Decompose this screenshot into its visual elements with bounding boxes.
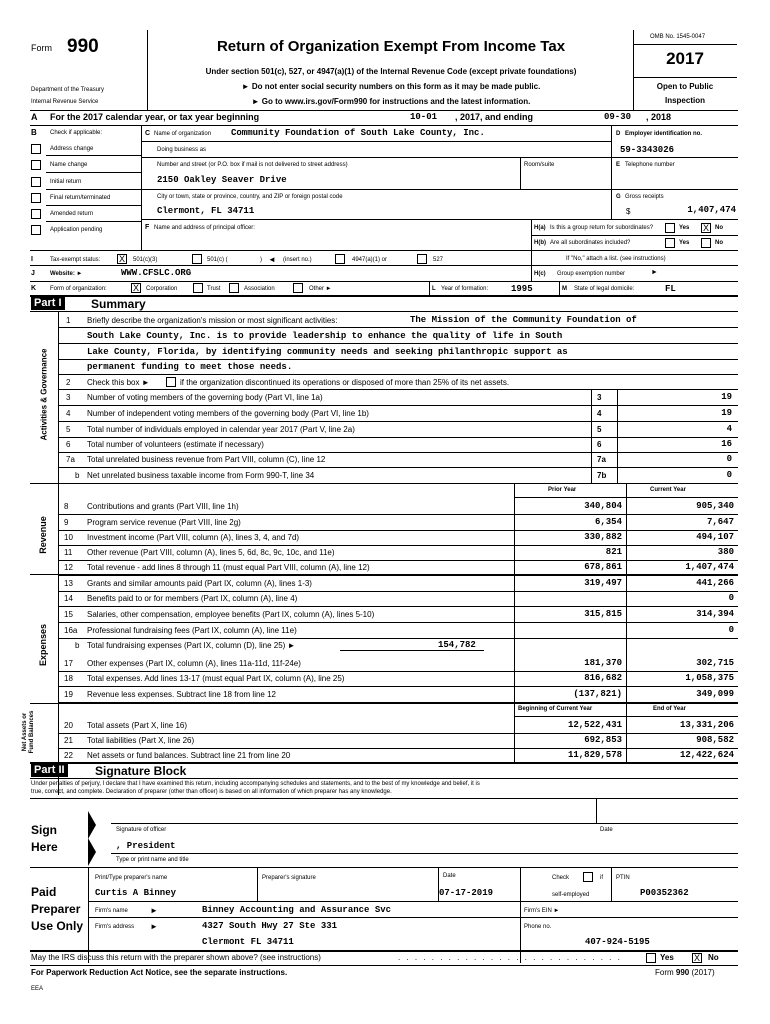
line-2-text-2: if the organization discontinued its operations or disposed of more than 25% of its net assets. <box>180 378 510 387</box>
form-number: 990 <box>67 36 99 57</box>
gov-line-box: 7b <box>597 471 607 480</box>
gov-line-box: 7a <box>597 455 606 464</box>
fin-line-text: Investment income (Part VIII, column (A), lines 3, 4, and 7d) <box>87 533 300 542</box>
section-g-label: G <box>616 194 621 200</box>
fin-line-text: Other expenses (Part IX, column (A), lines 11a-11d, 11f-24e) <box>87 659 301 668</box>
fin-line-current: 7,647 <box>706 517 734 527</box>
fin-line-prior: 11,829,578 <box>567 750 622 760</box>
row-i-label: I <box>31 256 33 263</box>
form-ref-year: (2017) <box>691 968 715 977</box>
fin-line-text: Grants and similar amounts paid (Part IX, column (A), lines 1-3) <box>87 579 312 588</box>
discuss-yes-checkbox[interactable] <box>646 953 656 963</box>
final-return-label: Final return/terminated <box>50 195 111 201</box>
discontinued-checkbox[interactable] <box>166 377 176 387</box>
street-address: 2150 Oakley Seaver Drive <box>157 175 287 185</box>
use-only-label: Use Only <box>31 919 84 933</box>
section-c-label: C <box>145 130 151 137</box>
sign-label: Sign <box>31 823 57 837</box>
firm-addr-label: Firm's address <box>95 924 135 930</box>
row-a-label: A <box>31 112 38 122</box>
fin-line-text: Program service revenue (Part VIII, line 2g) <box>87 518 241 527</box>
501c-label: 501(c) ( <box>207 257 228 263</box>
fin-line-prior: 315,815 <box>584 609 622 619</box>
paid-label: Paid <box>31 885 57 899</box>
fin-line-current: 494,107 <box>696 532 734 542</box>
self-employed-checkbox[interactable] <box>583 872 593 882</box>
association-label: Association <box>244 286 275 292</box>
discuss-no-label: No <box>708 953 719 962</box>
phone-label: Phone no. <box>524 924 552 930</box>
gov-line-box: 4 <box>597 409 602 418</box>
check-label: Check <box>552 875 570 881</box>
fin-line-num: 22 <box>64 751 73 760</box>
fin-line-text: Net assets or fund balances. Subtract line 21 from line 20 <box>87 751 291 760</box>
ein-title: Employer identification no. <box>625 131 703 137</box>
dba-label: Doing business as <box>157 147 207 153</box>
address-change-checkbox[interactable] <box>31 144 41 154</box>
row-m-label: M <box>562 286 567 292</box>
mission-line-2: South Lake County, Inc. is to provide leadership to enhance the quality of life in South <box>87 331 563 341</box>
gov-line-value: 0 <box>726 454 732 464</box>
part-1-tag: Part I <box>31 297 65 310</box>
website-label: Website: ► <box>50 271 83 277</box>
firm-address-2: Clermont FL 34711 <box>202 937 294 947</box>
form-title: Return of Organization Exempt From Income Tax <box>216 38 566 55</box>
fin-line-num: 9 <box>64 518 69 527</box>
gov-line-value: 19 <box>721 408 732 418</box>
insert-arrow-icon: ◄ <box>268 255 276 264</box>
gross-receipts-dollar: $ <box>626 207 631 216</box>
penalty-line-2: true, correct, and complete. Declaration of preparer (other than officer) is based on all information of which preparer has any knowledge. <box>31 789 392 795</box>
h-b-text: Are all subordinates included? <box>550 240 631 246</box>
city-address: Clermont, FL 34711 <box>157 206 255 216</box>
other-checkbox[interactable] <box>293 283 303 293</box>
501c3-checkbox[interactable]: X <box>118 254 125 264</box>
sig-officer-label: Signature of officer <box>116 827 167 833</box>
gov-line-value: 0 <box>726 470 732 480</box>
line-16b-text: Total fundraising expenses (Part IX, column (D), line 25) ► <box>87 641 296 650</box>
form-subtitle-2: ► Do not enter social security numbers on this form as it may be made public. <box>241 82 541 91</box>
discuss-no-checkbox[interactable]: X <box>693 953 700 963</box>
street-label: Number and street (or P.O. box if mail is not delivered to street address) <box>157 162 348 168</box>
fin-line-text: Total expenses. Add lines 13-17 (must equal Part IX, column (A), line 25) <box>87 674 345 683</box>
fin-line-current: 905,340 <box>696 501 734 511</box>
gov-line-num: 4 <box>66 409 71 418</box>
corporation-checkbox[interactable]: X <box>132 283 139 293</box>
fin-line-text: Contributions and grants (Part VIII, line 1h) <box>87 502 239 511</box>
fin-line-current: 1,407,474 <box>685 562 734 572</box>
col-end-year: End of Year <box>653 706 686 712</box>
line-2-text: Check this box ► <box>87 378 150 387</box>
fin-line-text: Revenue less expenses. Subtract line 18 from line 12 <box>87 690 276 699</box>
fin-line-current: 1,058,375 <box>685 673 734 683</box>
trust-checkbox[interactable] <box>193 283 203 293</box>
trust-label: Trust <box>207 286 221 292</box>
h-b-ifno: If "No," attach a list. (see instructions) <box>566 256 666 262</box>
tax-exempt-title: Tax-exempt status: <box>50 257 101 263</box>
fin-line-prior: 6,354 <box>594 517 622 527</box>
gov-line-num: 7a <box>66 455 75 464</box>
fin-line-num: 19 <box>64 690 73 699</box>
fin-line-current: 302,715 <box>696 658 734 668</box>
col-current-year: Current Year <box>650 487 686 493</box>
firm-address-1: 4327 South Hwy 27 Ste 331 <box>202 921 338 931</box>
org-name: Community Foundation of South Lake County, Inc. <box>231 128 485 138</box>
gov-line-text: Number of voting members of the governing body (Part VI, line 1a) <box>87 393 323 402</box>
h-a-yes-label: Yes <box>679 225 690 231</box>
final-return-checkbox[interactable] <box>31 193 41 203</box>
527-label: 527 <box>433 257 444 263</box>
fin-line-num: 12 <box>64 563 73 572</box>
501c3-label: 501(c)(3) <box>133 257 158 263</box>
form-subtitle-3: ► Go to www.irs.gov/Form990 for instructions and the latest information. <box>251 97 531 106</box>
section-e-label: E <box>616 162 621 168</box>
omb-number: OMB No. 1545-0047 <box>650 34 706 40</box>
if-label: if <box>600 875 603 881</box>
h-b-yes-checkbox[interactable] <box>665 238 675 248</box>
gov-line-text: Total number of individuals employed in calendar year 2017 (Part V, line 2a) <box>87 425 355 434</box>
prep-name: Curtis A Binney <box>95 888 177 898</box>
firm-addr-arrow: ► <box>150 922 158 931</box>
initial-return-label: Initial return <box>50 179 82 185</box>
insert-no-label: (insert no.) <box>283 257 312 263</box>
fin-line-current: 0 <box>728 593 734 603</box>
self-employed-label: self-employed <box>552 892 590 898</box>
firm-ein-label: Firm's EIN ► <box>524 908 560 914</box>
col-beginning-year: Beginning of Current Year <box>518 706 593 712</box>
ein-value: 59-3343026 <box>620 145 675 155</box>
form-subtitle-1: Under section 501(c), 527, or 4947(a)(1) of the Internal Revenue Code (except private foundations) <box>205 67 577 76</box>
row-k-label: K <box>31 285 37 292</box>
row-a-mid: , 2017, and ending <box>455 112 534 122</box>
gov-line-text: Total number of volunteers (estimate if necessary) <box>87 440 264 449</box>
fin-line-num: 11 <box>64 548 73 557</box>
fin-line-prior: 12,522,431 <box>567 720 622 730</box>
fin-line-num: 8 <box>64 502 69 511</box>
fin-line-text: Total liabilities (Part X, line 26) <box>87 736 195 745</box>
fin-line-text: Total assets (Part X, line 16) <box>87 721 188 730</box>
irs-discuss-text: May the IRS discuss this return with the preparer shown above? (see instructions) <box>31 953 321 962</box>
fin-line-text: Benefits paid to or for members (Part IX, column (A), line 4) <box>87 594 298 603</box>
mission-line-4: permanent funding to meet those needs. <box>87 362 293 372</box>
gov-line-box: 3 <box>597 393 602 402</box>
firm-name-label: Firm's name <box>95 908 128 914</box>
gross-receipts-amount: 1,407,474 <box>687 205 736 215</box>
fin-line-num: 14 <box>64 594 73 603</box>
row-a-text: For the 2017 calendar year, or tax year beginning <box>50 112 260 122</box>
h-a-no-checkbox[interactable]: X <box>702 223 709 233</box>
fin-line-current: 441,266 <box>696 578 734 588</box>
fin-line-prior: 692,853 <box>584 735 622 745</box>
fin-line-current: 380 <box>717 547 734 557</box>
other-label: Other ► <box>309 286 332 292</box>
eea-label: EEA <box>31 986 44 992</box>
col-prior-year: Prior Year <box>548 487 577 493</box>
firm-name-arrow: ► <box>150 906 158 915</box>
dept-line1: Department of the Treasury <box>31 87 105 93</box>
part-1-title: Summary <box>91 297 146 311</box>
fin-line-prior: 340,804 <box>584 501 622 511</box>
prep-sig-label: Preparer's signature <box>262 875 316 881</box>
gov-line-num: 6 <box>66 440 71 449</box>
principal-officer-label: Name and address of principal officer: <box>154 225 255 231</box>
row-j-label: J <box>31 270 35 277</box>
here-label: Here <box>31 840 58 854</box>
room-label: Room/suite <box>524 162 555 168</box>
website-url[interactable]: WWW.CFSLC.ORG <box>121 268 192 278</box>
mission-line-1: The Mission of the Community Foundation of <box>410 315 637 325</box>
form-label: Form <box>31 43 52 53</box>
prep-date-label: Date <box>443 873 456 879</box>
527-checkbox[interactable] <box>417 254 427 264</box>
h-b-yes-label: Yes <box>679 240 690 246</box>
fin-line-prior: (137,821) <box>573 689 622 699</box>
form-ref <box>655 968 715 977</box>
h-b-no-checkbox[interactable] <box>701 238 711 248</box>
fin-line-current: 0 <box>728 625 734 635</box>
fin-line-current: 314,394 <box>696 609 734 619</box>
tax-year-end-year: , 2018 <box>646 112 672 122</box>
gross-receipts-title: Gross receipts <box>625 194 664 200</box>
fin-line-num: 21 <box>64 736 73 745</box>
tax-year-begin: 10-01 <box>410 112 438 122</box>
fin-line-prior: 821 <box>605 547 622 557</box>
open-public-2: Inspection <box>664 96 705 105</box>
line-16b-num: b <box>75 641 80 650</box>
fin-line-text: Professional fundraising fees (Part IX, column (A), line 11e) <box>87 626 297 635</box>
side-activities-governance: Activities & Governance <box>39 348 49 441</box>
discuss-yes-label: Yes <box>660 953 674 962</box>
name-change-checkbox[interactable] <box>31 160 41 170</box>
officer-title: , President <box>116 841 176 851</box>
fin-line-num: 17 <box>64 659 73 668</box>
gov-line-num: b <box>75 471 80 480</box>
corporation-label: Corporation <box>146 286 178 292</box>
h-a-yes-checkbox[interactable] <box>665 223 675 233</box>
tax-year-end: 09-30 <box>604 112 632 122</box>
application-pending-checkbox[interactable] <box>31 225 41 235</box>
fin-line-num: 15 <box>64 610 73 619</box>
section-b-label: B <box>31 128 37 137</box>
fin-line-prior: 816,682 <box>584 673 622 683</box>
application-pending-label: Application pending <box>50 227 103 233</box>
firm-name: Binney Accounting and Assurance Svc <box>202 905 392 915</box>
fin-line-current: 349,099 <box>696 689 734 699</box>
fin-line-text: Other revenue (Part VIII, column (A), lines 5, 6d, 8c, 9c, 10c, and 11e) <box>87 548 335 557</box>
amended-return-checkbox[interactable] <box>31 209 41 219</box>
h-c-label: H(c) <box>534 271 546 277</box>
fin-line-current: 13,331,206 <box>679 720 734 730</box>
sign-arrow-1-icon <box>88 811 96 839</box>
section-d-label: D <box>616 131 621 137</box>
4947-checkbox[interactable] <box>335 254 345 264</box>
year-formation-label: Year of formation: <box>441 286 489 292</box>
name-change-label: Name change <box>50 162 88 168</box>
section-f-label: F <box>145 224 150 231</box>
dept-line2: Internal Revenue Service <box>31 99 99 105</box>
ptin-label: PTIN <box>616 875 630 881</box>
open-public-1: Open to Public <box>656 82 714 91</box>
initial-return-checkbox[interactable] <box>31 177 41 187</box>
gov-line-text: Net unrelated business taxable income from Form 990-T, line 34 <box>87 471 315 480</box>
501c-close: ) <box>260 257 262 263</box>
fin-line-prior: 319,497 <box>584 578 622 588</box>
ptin-value: P00352362 <box>640 888 689 898</box>
501c-checkbox[interactable] <box>192 254 202 264</box>
fin-line-prior: 330,882 <box>584 532 622 542</box>
fin-line-num: 10 <box>64 533 73 542</box>
gov-line-num: 3 <box>66 393 71 402</box>
fin-line-num: 13 <box>64 579 73 588</box>
fin-line-num: 20 <box>64 721 73 730</box>
gov-line-box: 6 <box>597 440 602 449</box>
fin-line-text: Salaries, other compensation, employee benefits (Part IX, column (A), lines 5-10) <box>87 610 375 619</box>
gov-line-value: 16 <box>721 439 732 449</box>
form-ref-prefix: Form <box>655 968 674 977</box>
phone-title: Telephone number <box>625 162 675 168</box>
h-c-text: Group exemption number <box>557 271 626 277</box>
fin-line-num: 18 <box>64 674 73 683</box>
city-label: City or town, state or province, country, and ZIP or foreign postal code <box>157 194 343 200</box>
type-name-label: Type or print name and title <box>116 857 189 863</box>
gov-line-value: 4 <box>726 424 732 434</box>
irs-discuss-dots: . . . . . . . . . . . . . . . . . . . . . . . . . . . <box>398 953 622 962</box>
line-1-text: Briefly describe the organization's mission or most significant activities: <box>87 316 338 325</box>
address-change-label: Address change <box>50 146 94 152</box>
side-net-assets: Net Assets or Fund Balances <box>22 710 35 754</box>
paperwork-notice: For Paperwork Reduction Act Notice, see the separate instructions. <box>31 968 288 977</box>
association-checkbox[interactable] <box>229 283 239 293</box>
gov-line-text: Total unrelated business revenue from Part VIII, column (C), line 12 <box>87 455 326 464</box>
gov-line-box: 5 <box>597 425 602 434</box>
fin-line-current: 908,582 <box>696 735 734 745</box>
fin-line-prior: 181,370 <box>584 658 622 668</box>
fin-line-current: 12,422,624 <box>679 750 734 760</box>
gov-line-value: 19 <box>721 392 732 402</box>
prep-date: 07-17-2019 <box>439 888 494 898</box>
line-16b-value: 154,782 <box>438 640 476 650</box>
phone-value: 407-924-5195 <box>585 937 650 947</box>
tax-year: 2017 <box>666 49 704 68</box>
sign-arrow-2-icon <box>88 838 96 866</box>
penalty-line-1: Under penalties of perjury, I declare that I have examined this return, including accompanying schedules and statements, and to the best of my knowledge and belief, it is <box>31 781 480 787</box>
prep-name-label: Print/Type preparer's name <box>95 875 168 881</box>
sig-date-label: Date <box>600 827 613 833</box>
part-2-tag: Part II <box>31 764 68 777</box>
form-org-title: Form of organization: <box>50 286 107 292</box>
h-c-arrow: ► <box>651 269 658 276</box>
section-b-title: Check if applicable: <box>50 130 103 136</box>
side-revenue: Revenue <box>38 516 48 554</box>
line-1-num: 1 <box>66 316 71 325</box>
row-l-label: L <box>432 286 436 292</box>
4947-label: 4947(a)(1) or <box>352 257 388 263</box>
state-domicile-value: FL <box>665 284 676 294</box>
fin-line-num: 16a <box>64 626 78 635</box>
h-b-label: H(b) <box>534 240 546 246</box>
year-formation-value: 1995 <box>511 284 533 294</box>
h-b-no-label: No <box>715 240 723 246</box>
h-a-no-label: No <box>715 225 723 231</box>
side-expenses: Expenses <box>38 623 48 667</box>
h-a-label: H(a) <box>534 225 546 231</box>
fin-line-text: Total revenue - add lines 8 through 11 (must equal Part VIII, column (A), line 12) <box>87 563 370 572</box>
gov-line-text: Number of independent voting members of the governing body (Part VI, line 1b) <box>87 409 369 418</box>
gov-line-num: 5 <box>66 425 71 434</box>
state-domicile-label: State of legal domicile: <box>574 286 635 292</box>
org-name-label: Name of organization <box>154 131 212 137</box>
form-ref-num: 990 <box>675 968 690 977</box>
h-a-text: Is this a group return for subordinates? <box>550 225 654 231</box>
mission-line-3: Lake County, Florida, by identifying community needs and seeking philanthropic support as <box>87 347 568 357</box>
line-2-num: 2 <box>66 378 71 387</box>
part-2-title: Signature Block <box>95 764 187 778</box>
preparer-label: Preparer <box>31 902 81 916</box>
fin-line-prior: 678,861 <box>584 562 622 572</box>
amended-return-label: Amended return <box>50 211 94 217</box>
